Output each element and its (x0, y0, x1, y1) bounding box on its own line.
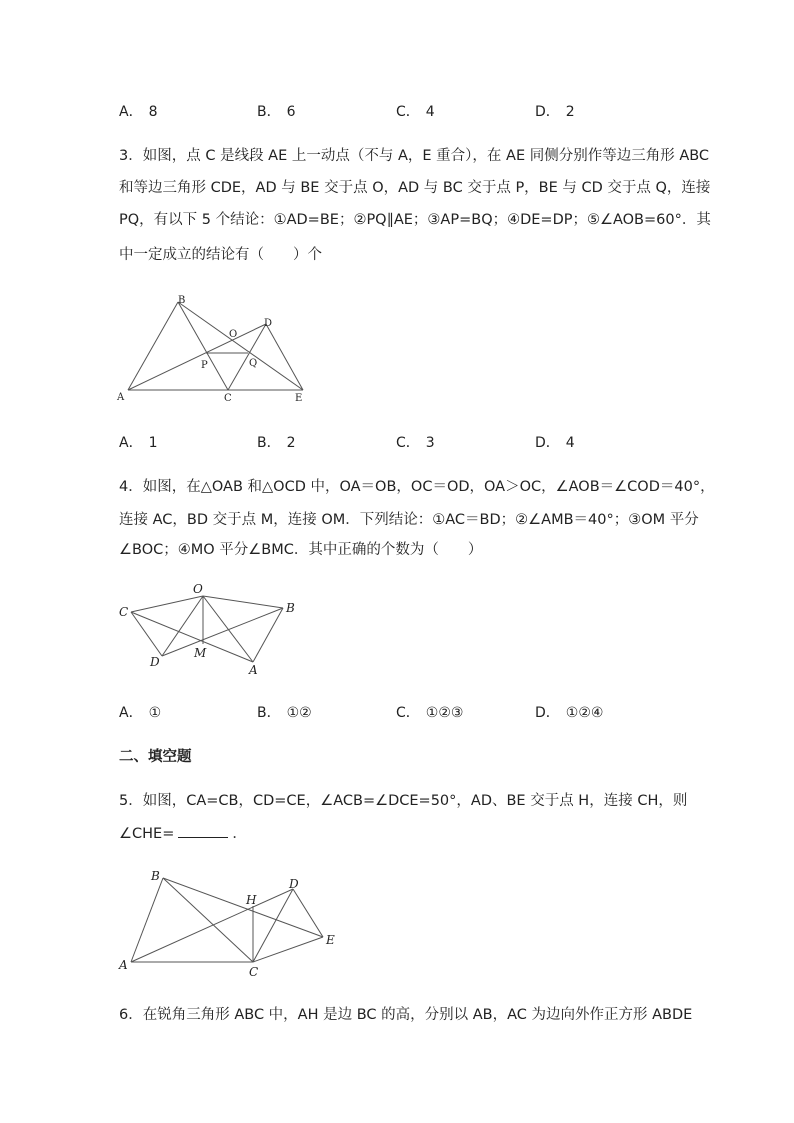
q5-label-c: C (249, 965, 259, 979)
option-label: B． (257, 435, 281, 451)
q5-label-h: H (246, 893, 257, 907)
q5-suffix: ． (232, 826, 247, 842)
q3-label-q: Q (249, 358, 258, 369)
q5-label-b: B (151, 869, 160, 883)
q4-label-a: A (249, 663, 258, 677)
option-value: ①② (286, 705, 312, 721)
option-label: D． (535, 104, 560, 120)
q3-label-b: B (178, 295, 186, 306)
section-heading-fill-in: 二、填空题 (119, 749, 192, 765)
option-value: 2 (565, 104, 575, 120)
q4-label-c: C (119, 605, 129, 619)
q4-label-d: D (150, 655, 160, 669)
option-label: A． (119, 104, 143, 120)
q4-text-line-2: 连接 AC，BD 交于点 M，连接 OM．下列结论：①AC＝BD；②∠AMB＝40°；③OM 平分 (119, 512, 699, 528)
q5-label-e: E (326, 933, 335, 947)
q3-label-e: E (295, 393, 303, 404)
q3-label-o: O (229, 329, 238, 340)
q3-text-line-2: 和等边三角形 CDE，AD 与 BE 交于点 O，AD 与 BC 交于点 P，BE 与 CD 交于点 Q，连接 (119, 180, 711, 196)
q5-text-line-1: 5．如图，CA=CB，CD=CE，∠ACB=∠DCE=50°，AD、BE 交于点 H，连接 CH，则 (119, 793, 688, 809)
option-label: A． (119, 435, 143, 451)
q3-label-d: D (264, 318, 273, 329)
q4-text-line-1: 4．如图，在△OAB 和△OCD 中，OA＝OB，OC＝OD，OA＞OC，∠AOB＝∠COD＝40°， (119, 479, 715, 495)
q4-label-b: B (286, 601, 295, 615)
q5-prefix: ∠CHE= (119, 826, 175, 842)
option-value: 3 (425, 435, 435, 451)
option-value: 4 (425, 104, 435, 120)
q5-segment-be (163, 878, 323, 937)
q5-segment-bc (163, 878, 253, 962)
q3-label-p: P (201, 360, 208, 371)
q5-segment-de (293, 889, 323, 937)
option-value: 8 (148, 104, 158, 120)
q5-segment-cd (253, 889, 293, 962)
q5-label-d: D (289, 877, 299, 891)
option-label: B． (257, 104, 281, 120)
q4-text-line-3: ∠BOC；④MO 平分∠BMC．其中正确的个数为（ ） (119, 542, 483, 558)
option-value: 6 (286, 104, 296, 120)
q3-label-c: C (224, 393, 232, 404)
option-value: 2 (286, 435, 296, 451)
q5-segment-ad (131, 889, 293, 962)
option-value: ①②③ (425, 705, 464, 721)
option-label: C． (396, 104, 420, 120)
option-label: C． (396, 435, 420, 451)
option-value: 1 (148, 435, 158, 451)
q5-label-a: A (119, 958, 128, 972)
option-label: A． (119, 705, 143, 721)
q3-text-line-4: 中一定成立的结论有（ ）个 (119, 247, 322, 263)
q6-text-line-1: 6．在锐角三角形 ABC 中，AH 是边 BC 的高，分别以 AB，AC 为边向外作正方形 ABDE (119, 1007, 693, 1023)
option-value: ① (148, 705, 162, 721)
q3-text-line-1: 3．如图，点 C 是线段 AE 上一动点（不与 A，E 重合），在 AE 同侧分别作等边三角形 ABC (119, 148, 710, 164)
option-label: D． (535, 435, 560, 451)
q4-label-o: O (193, 582, 203, 596)
option-value: 4 (565, 435, 575, 451)
option-label: D． (535, 705, 560, 721)
option-label: B． (257, 705, 281, 721)
q3-label-a: A (117, 392, 125, 403)
q3-text-line-3: PQ，有以下 5 个结论：①AD=BE；②PQ∥AE；③AP=BQ；④DE=DP；⑤∠AOB=60°．其 (119, 212, 711, 228)
option-value: ①②④ (565, 705, 604, 721)
option-label: C． (396, 705, 420, 721)
q5-segment-ce (253, 937, 323, 962)
q4-label-m: M (194, 646, 207, 660)
